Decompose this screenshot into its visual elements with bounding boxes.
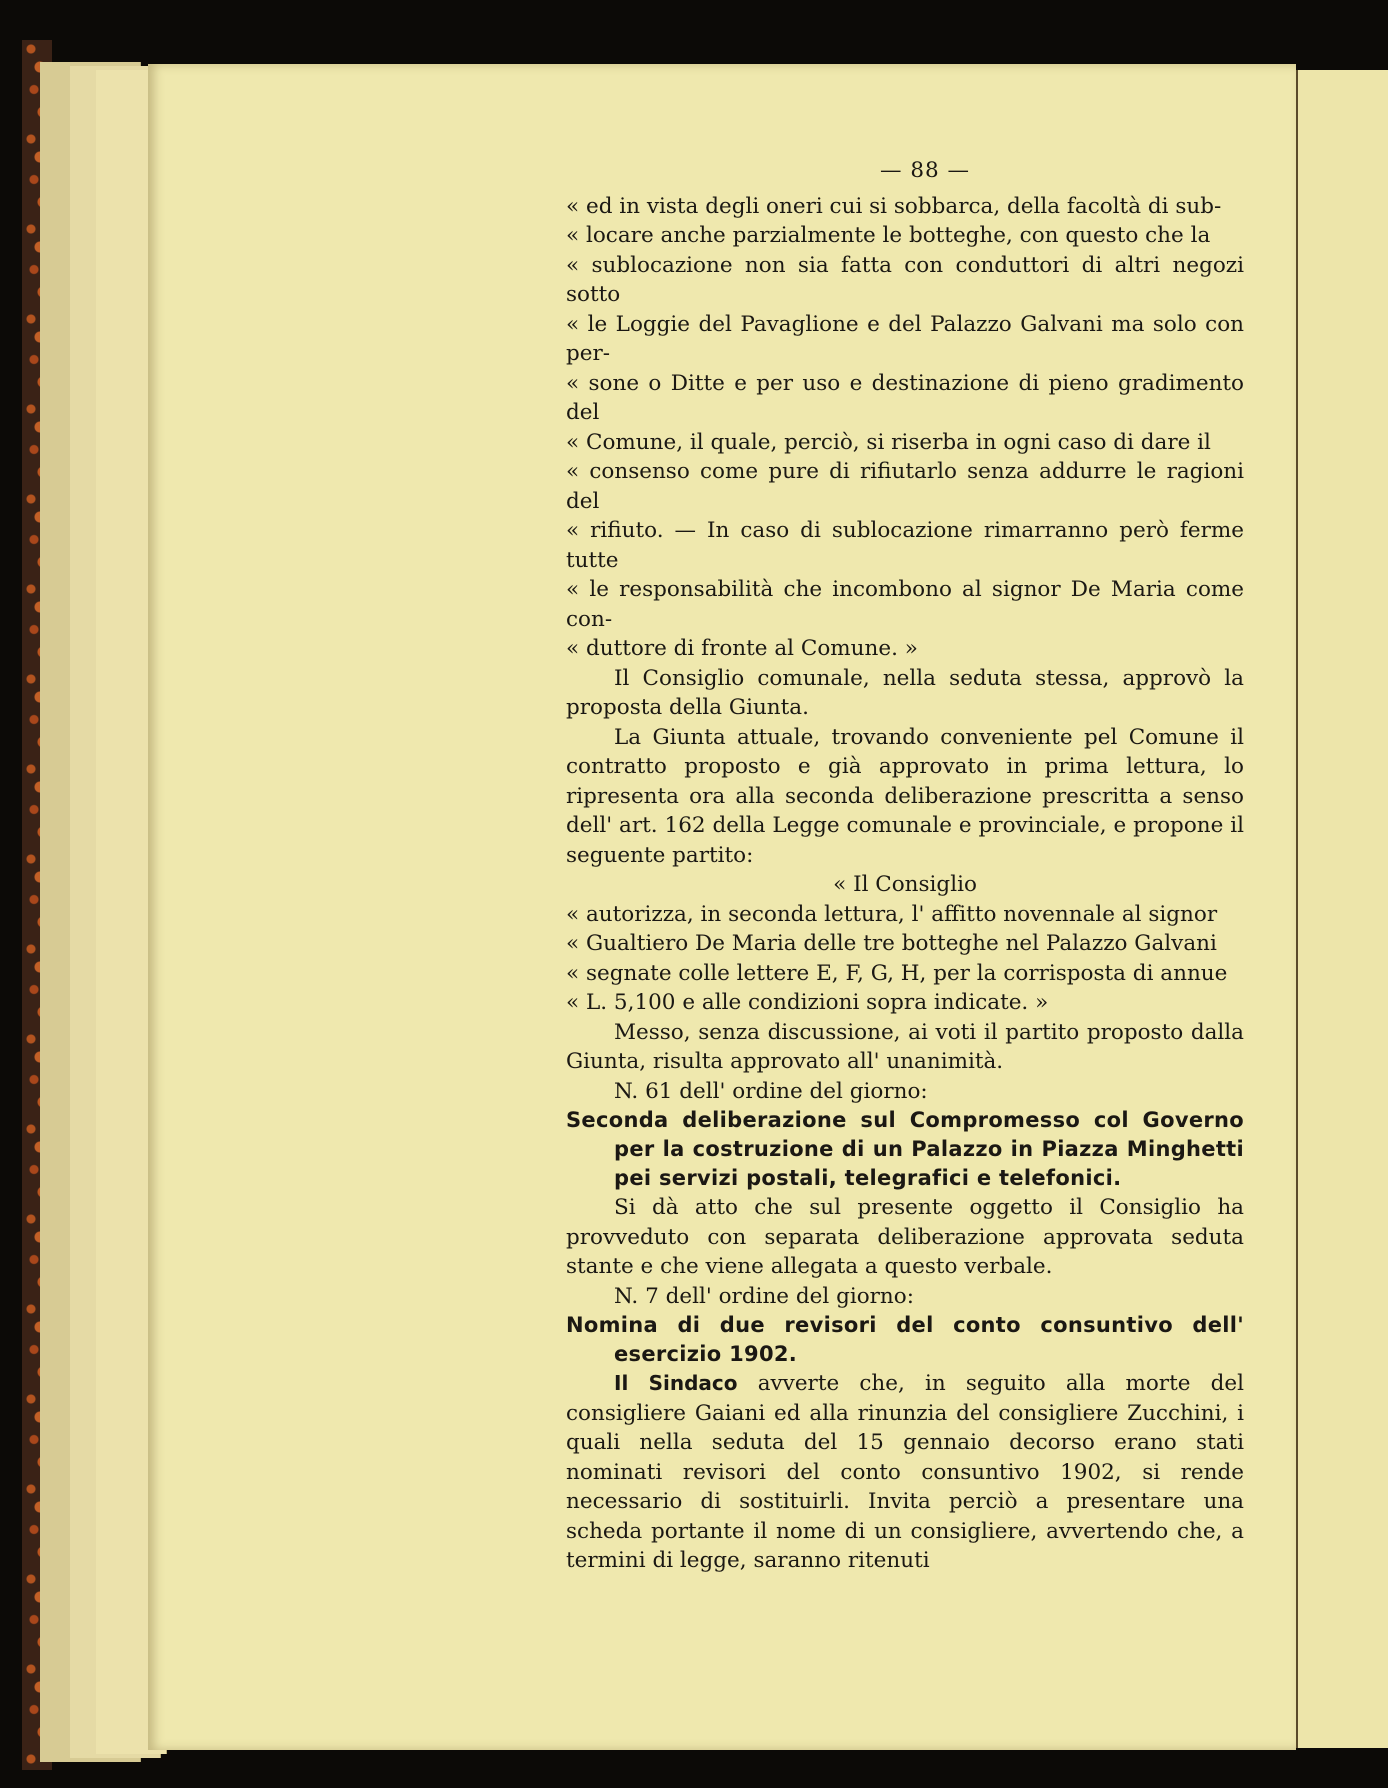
facing-page-edge bbox=[1296, 70, 1388, 1748]
page-number: — 88 — bbox=[879, 158, 971, 183]
text-line: « autorizza, in seconda lettura, l' affitto novennale al signor bbox=[566, 901, 1218, 927]
autorizza-block bbox=[566, 900, 1244, 1018]
text-line: « L. 5,100 e alle condizioni sopra indicate. » bbox=[566, 990, 1049, 1015]
section-heading-nomina: Nomina di due revisori del conto consuntivo dell' esercizio 1902. bbox=[566, 1313, 1244, 1366]
quoted-contract-text bbox=[566, 192, 1244, 664]
text-line: « ed in vista degli oneri cui si sobbarca, della facoltà di sub- bbox=[566, 193, 1222, 219]
text-line: « consenso come pure di rifiutarlo senza addurre le ragioni del bbox=[566, 459, 1244, 514]
page-content bbox=[566, 156, 1244, 1576]
text-line: « Gualtiero De Maria delle tre botteghe nel Palazzo Galvani bbox=[566, 931, 1217, 956]
text-line: « sublocazione non sia fatta con conduttori di altri negozi sotto bbox=[566, 252, 1244, 307]
order-item-7: N. 7 dell' ordine del giorno: bbox=[614, 1283, 914, 1309]
text-line: « Comune, il quale, perciò, si riserba in ogni caso di dare il bbox=[566, 429, 1211, 455]
order-item-61: N. 61 dell' ordine del giorno: bbox=[614, 1078, 928, 1104]
paragraph-si-da-atto: Si dà atto che sul presente oggetto il Consiglio ha provveduto con separata deliberazione approvata seduta stante e che viene allegata a questo verbale. bbox=[566, 1195, 1244, 1279]
text-line: « segnate colle lettere E, F, G, H, per la corrisposta di annue bbox=[566, 960, 1228, 986]
text-line: « le Loggie del Pavaglione e del Palazzo Galvani ma solo con per- bbox=[566, 311, 1244, 366]
sindaco-label: Il Sindaco bbox=[614, 1371, 738, 1395]
text-line: « le responsabilità che incombono al signor De Maria come con- bbox=[566, 577, 1244, 632]
text-line: « locare anche parzialmente le botteghe, con questo che la bbox=[566, 223, 1211, 248]
text-line: « rifiuto. — In caso di sublocazione rimarranno però ferme tutte bbox=[566, 518, 1244, 573]
text-line: « sone o Ditte e per uso e destinazione di pieno gradimento del bbox=[566, 370, 1244, 425]
paragraph-messo: Messo, senza discussione, ai voti il partito proposto dalla Giunta, risulta approvato all' unanimità. bbox=[566, 1019, 1244, 1074]
text-line: « duttore di fronte al Comune. » bbox=[566, 636, 918, 661]
section-heading-compromesso: Seconda deliberazione sul Compromesso col Governo per la costruzione di un Palazzo in Piazza Minghetti pei servizi postali, telegrafici e telefonici. bbox=[566, 1108, 1244, 1190]
paragraph-giunta: La Giunta attuale, trovando conveniente pel Comune il contratto proposto e già approvato in prima lettura, lo ripresenta ora alla seconda deliberazione prescritta a senso dell' art. 162 della Legge comunale e provinciale, e propone il seguente partito: bbox=[566, 724, 1244, 868]
paragraph-consiglio: Il Consiglio comunale, nella seduta stessa, approvò la proposta della Giunta. bbox=[566, 665, 1244, 720]
sindaco-text: avverte che, in seguito alla morte del consigliere Gaiani ed alla rinunzia del consigliere Zucchini, i quali nella seduta del 15 gennaio decorso erano stati nominati revisori del conto consuntivo 1902, si rende necessario di sostituirli. Invita perciò a presentare una scheda portante il nome di un consigliere, avvertendo che, a termini di legge, saranno ritenuti bbox=[566, 1371, 1244, 1573]
paragraph-sindaco bbox=[566, 1369, 1244, 1576]
consiglio-title: « Il Consiglio bbox=[833, 872, 977, 897]
